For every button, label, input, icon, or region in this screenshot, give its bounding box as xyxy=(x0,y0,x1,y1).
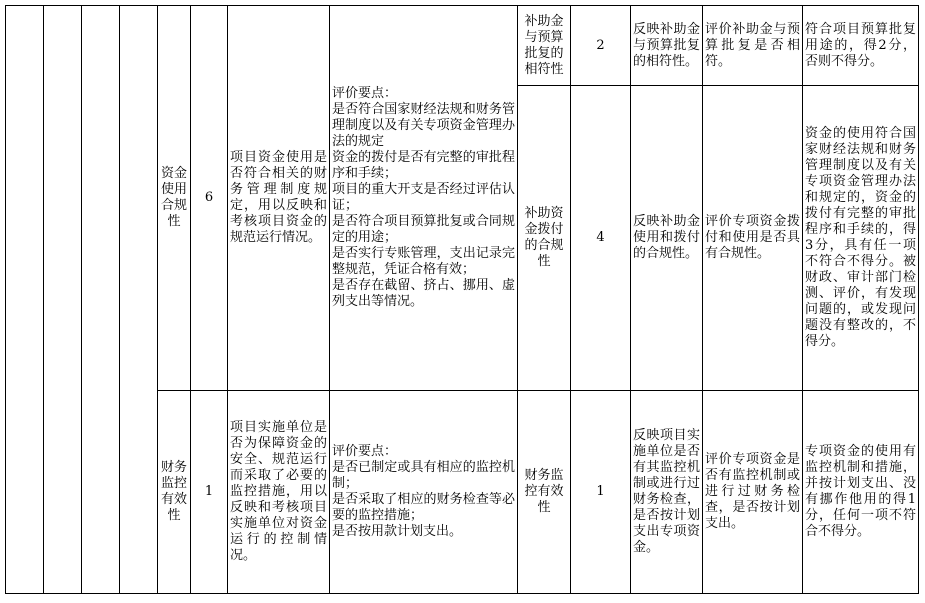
blank-cell-col3 xyxy=(82,6,120,594)
secondary-indicator: 财务监控有效性 xyxy=(158,391,191,594)
secondary-score: 1 xyxy=(191,391,228,594)
tertiary-score: 4 xyxy=(571,86,631,391)
evaluation-standard: 评价专项资金是否有监控机制或进行过财务检查，是否按计划支出。 xyxy=(703,391,803,594)
tertiary-score: 2 xyxy=(571,6,631,86)
tertiary-indicator: 财务监控有效性 xyxy=(518,391,571,594)
secondary-indicator: 资金使用合规性 xyxy=(158,6,191,391)
tertiary-indicator: 补助资金拨付的合规性 xyxy=(518,86,571,391)
evaluation-table xyxy=(5,5,919,594)
indicator-explanation: 反映项目实施单位是否有其监控机制或进行过财务检查，是否按计划支出专项资金。 xyxy=(631,391,703,594)
blank-cell-col2 xyxy=(44,6,82,594)
tertiary-indicator: 补助金与预算批复的相符性 xyxy=(518,6,571,86)
evaluation-standard: 评价专项资金拨付和使用是否具有合规性。 xyxy=(703,86,803,391)
indicator-description: 项目资金使用是否符合相关的财务管理制度规定，用以反映和考核项目资金的规范运行情况。 xyxy=(228,6,330,391)
secondary-score: 6 xyxy=(191,6,228,391)
scoring-rule: 专项资金的使用有监控机制和措施，并按计划支出、没有挪作他用的得1分，任何一项不符合不得分。 xyxy=(803,391,919,594)
tertiary-score: 1 xyxy=(571,391,631,594)
indicator-description: 项目实施单位是否为保障资金的安全、规范运行而采取了必要的监控措施，用以反映和考核项目实施单位对资金运行的控制情况。 xyxy=(228,391,330,594)
scoring-rule: 符合项目预算批复用途的，得2分，否则不得分。 xyxy=(803,6,919,86)
evaluation-points: 评价要点： 是否符合国家财经法规和财务管理制度以及有关专项资金管理办法的规定 资金的拨付是否有完整的审批程序和手续； 项目的重大开支是否经过评估认证； 是否符合项目预算批复或合同规定的用途； 是否实行专账管理，支出记录完整规范，凭证合格有效； 是否存在截留、挤占、挪用、虚列支出等情况。 xyxy=(330,6,518,391)
table-row xyxy=(6,6,919,86)
evaluation-points: 评价要点： 是否已制定或具有相应的监控机制； 是否采取了相应的财务检查等必要的监控措施； 是否按用款计划支出。 xyxy=(330,391,518,594)
blank-cell-col4 xyxy=(120,6,158,594)
scoring-rule: 资金的使用符合国家财经法规和财务管理制度以及有关专项资金管理办法和规定的，资金的拨付有完整的审批程序和手续的，得3分，具有任一项不符合不得分。被财政、审计部门检测、评价，有发现问题的，或发现问题没有整改的，不得分。 xyxy=(803,86,919,391)
indicator-explanation: 反映补助金使用和拨付的合规性。 xyxy=(631,86,703,391)
blank-cell-col1 xyxy=(6,6,44,594)
indicator-explanation: 反映补助金与预算批复的相符性。 xyxy=(631,6,703,86)
evaluation-standard: 评价补助金与预算批复是否相符。 xyxy=(703,6,803,86)
